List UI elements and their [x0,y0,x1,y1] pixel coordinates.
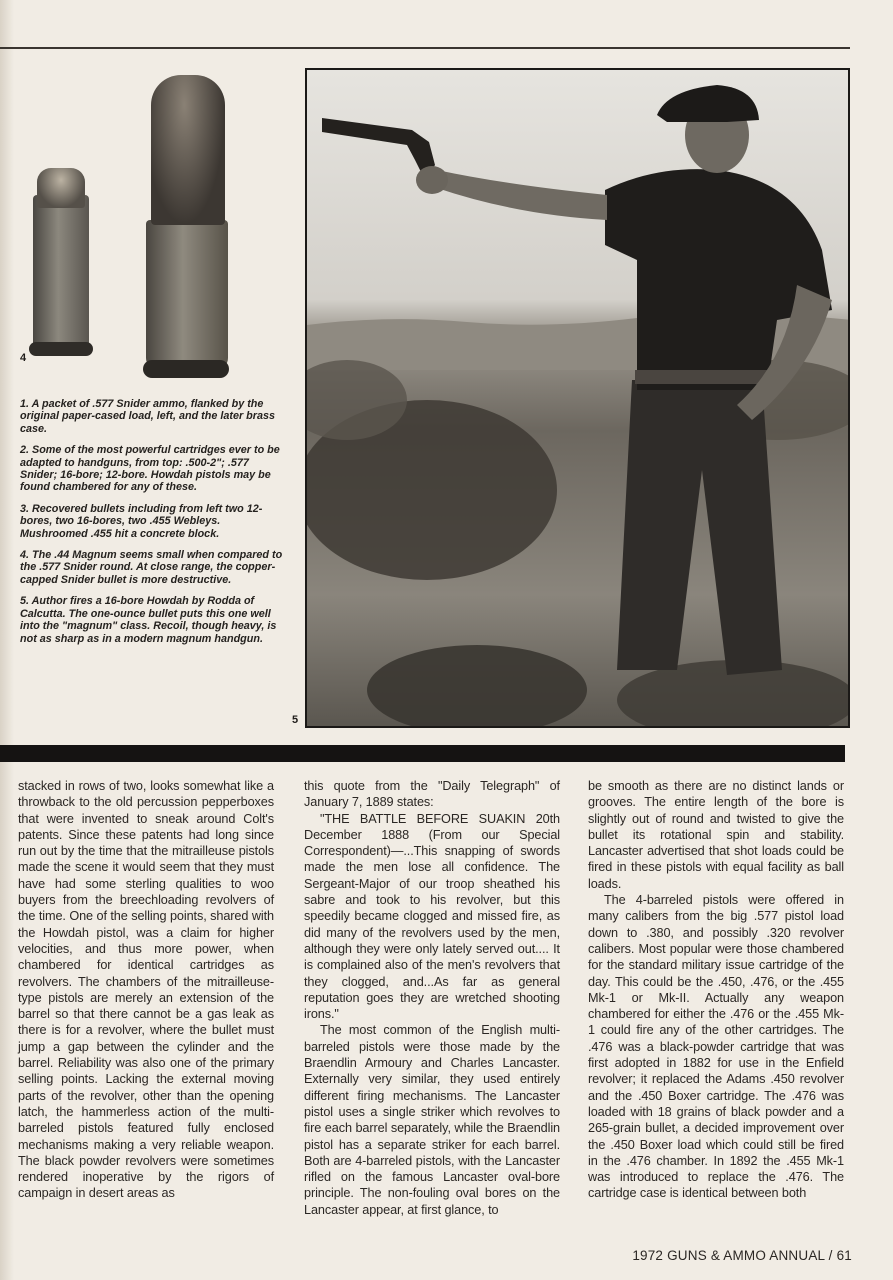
paper-edge [0,0,14,1280]
text-column-3 [588,778,844,1202]
man-belt [635,370,770,384]
caption-3: 3. Recovered bullets including from left two 12-bores, two 16-bores, two .455 Webleys. Mushroomed .455 hit a concrete block. [20,502,263,540]
figure-5-number: 5 [292,714,299,726]
section-divider-band [0,745,845,762]
caption-4: 4. The .44 Magnum seems small when compared to the .577 Snider round. At close range, the copper-capped Snider bullet is more destructive. [20,549,283,586]
man-cap [657,85,759,122]
caption-1: 1. A packet of .577 Snider ammo, flanked by the original paper-cased load, left, and the later brass case. [20,398,275,435]
top-rule [0,47,850,49]
howdah-pistol [322,118,435,180]
snider-bullet [151,75,225,225]
page-footer: 1972 GUNS & AMMO ANNUAL / 61 [632,1248,852,1263]
figure-5-photo [305,68,850,728]
column-2-paragraph-1: this quote from the "Daily Telegraph" of January 7, 1889 states: [304,779,560,810]
text-column-2 [304,778,560,1218]
foreground-grass [367,645,587,728]
column-3-paragraph-1: be smooth as there are no distinct lands or grooves. The entire length of the bore is slightly out of round and twisted to give the bullet its rotational spin and stability. Lancaster advertised that shot loads could be fired in these pistols with equal facility as ball loads. [588,779,844,891]
caption-2: 2. Some of the most powerful cartridges ever to be adapted to handguns, from top: .500-2"; .577 Snider; 16-bore; 12-bore. Howdah pistols may be found chambered for any of these. [20,444,280,494]
caption-5: 5. Author fires a 16-bore Howdah by Rodda of Calcutta. The one-ounce bullet puts this one well into the "magnum" class. Recoil, though heavy, is not as sharp as in a modern magnum handgun. [20,595,277,645]
paper-cased-bullet [37,168,85,208]
man-hand [416,166,448,194]
text-column-1 [18,778,274,1202]
snider-brass-case [146,220,228,370]
figure-4-cartridges [15,60,275,370]
photo-illustration [307,70,850,728]
paper-cased-cartridge [33,195,89,355]
column-2-paragraph-2: "THE BATTLE BEFORE SUAKIN 20th December 1888 (From our Special Correspondent)—...This snapping of swords made the men lose all confidence. The Sergeant-Major of our troop sheathed his sabre and took to his revolver, but this speedily became clogged and missed fire, as did many of the revolvers used by the men, although they were only lately served out.... It is complained also of the men's revolvers that they clogged, and...As far as general reputation goes they are wretched shooting irons." [304,811,560,1022]
snider-rim [143,360,229,378]
man-extended-arm [437,170,607,220]
column-3-paragraph-2: The 4-barreled pistols were offered in many calibers from the big .577 pistol load down to .380, and possibly .320 revolver calibers. Most popular were those chambered for the standard military issue cartridge of the day. This could be the .450, .476, or the .455 Mk-1 or Mk-II. Actually any weapon chambered for either the .476 or the .455 Mk-1 could fire any of the other cartridges. The .476 was a black-powder cartridge that was first adopted in 1882 for use in the Enfield revolver; it replaced the Adams .450 revolver and the .450 Boxer cartridge. The .476 was loaded with 18 grains of black powder and a 265-grain bullet, a decided improvement over the .450 Boxer load which could still be fired in the .476 chamber. In 1892 the .455 Mk-1 was introduced to replace the .476. The cartridge case is identical between both [588,893,844,1201]
figure-4-number: 4 [20,352,27,364]
figure-captions [20,398,288,654]
man-trousers [617,380,782,675]
column-1-paragraph-1: stacked in rows of two, looks somewhat like a throwback to the old percussion pepperboxes that were invented to sneak around Colt's patents. Since these patents had long since run out by the time that the mitrailleuse pistols made the scene it would seem that they must have had some sterling qualities to woo buyers from the breechloading revolvers of the time. One of the selling points, shared with the Howdah pistol, was a claim for higher velocities, and thus more power, when chambered for identical cartridges as revolvers. The chambers of the mitrailleuse-type pistols are merely an extension of the barrel so that there cannot be a gas leak as there is for a revolver, where the bullet must jump a gap between the cylinder and the barrel. Reliability was also one of the primary selling points. Lacking the external moving parts of the revolver, other than the opening latch, the hammerless action of the multi-barreled pistols featured fully enclosed mechanisms making a very reliable weapon. The black powder revolvers were sometimes rendered inoperative by the rigors of campaign in desert areas as [18,779,274,1201]
column-2-paragraph-3: The most common of the English multi-barreled pistols were those made by the Braendlin Armoury and Charles Lancaster. Externally very similar, they used entirely different firing mechanisms. The Lancaster pistol uses a single striker which revolves to fire each barrel separately, while the Braendlin pistol has a separate striker for each barrel. Both are 4-barreled pistols, with the Lancaster rifled on the famous Lancaster oval-bore principle. The non-fouling oval bores on the Lancaster appear, at first glance, to [304,1023,560,1217]
paper-cased-rim [29,342,93,356]
